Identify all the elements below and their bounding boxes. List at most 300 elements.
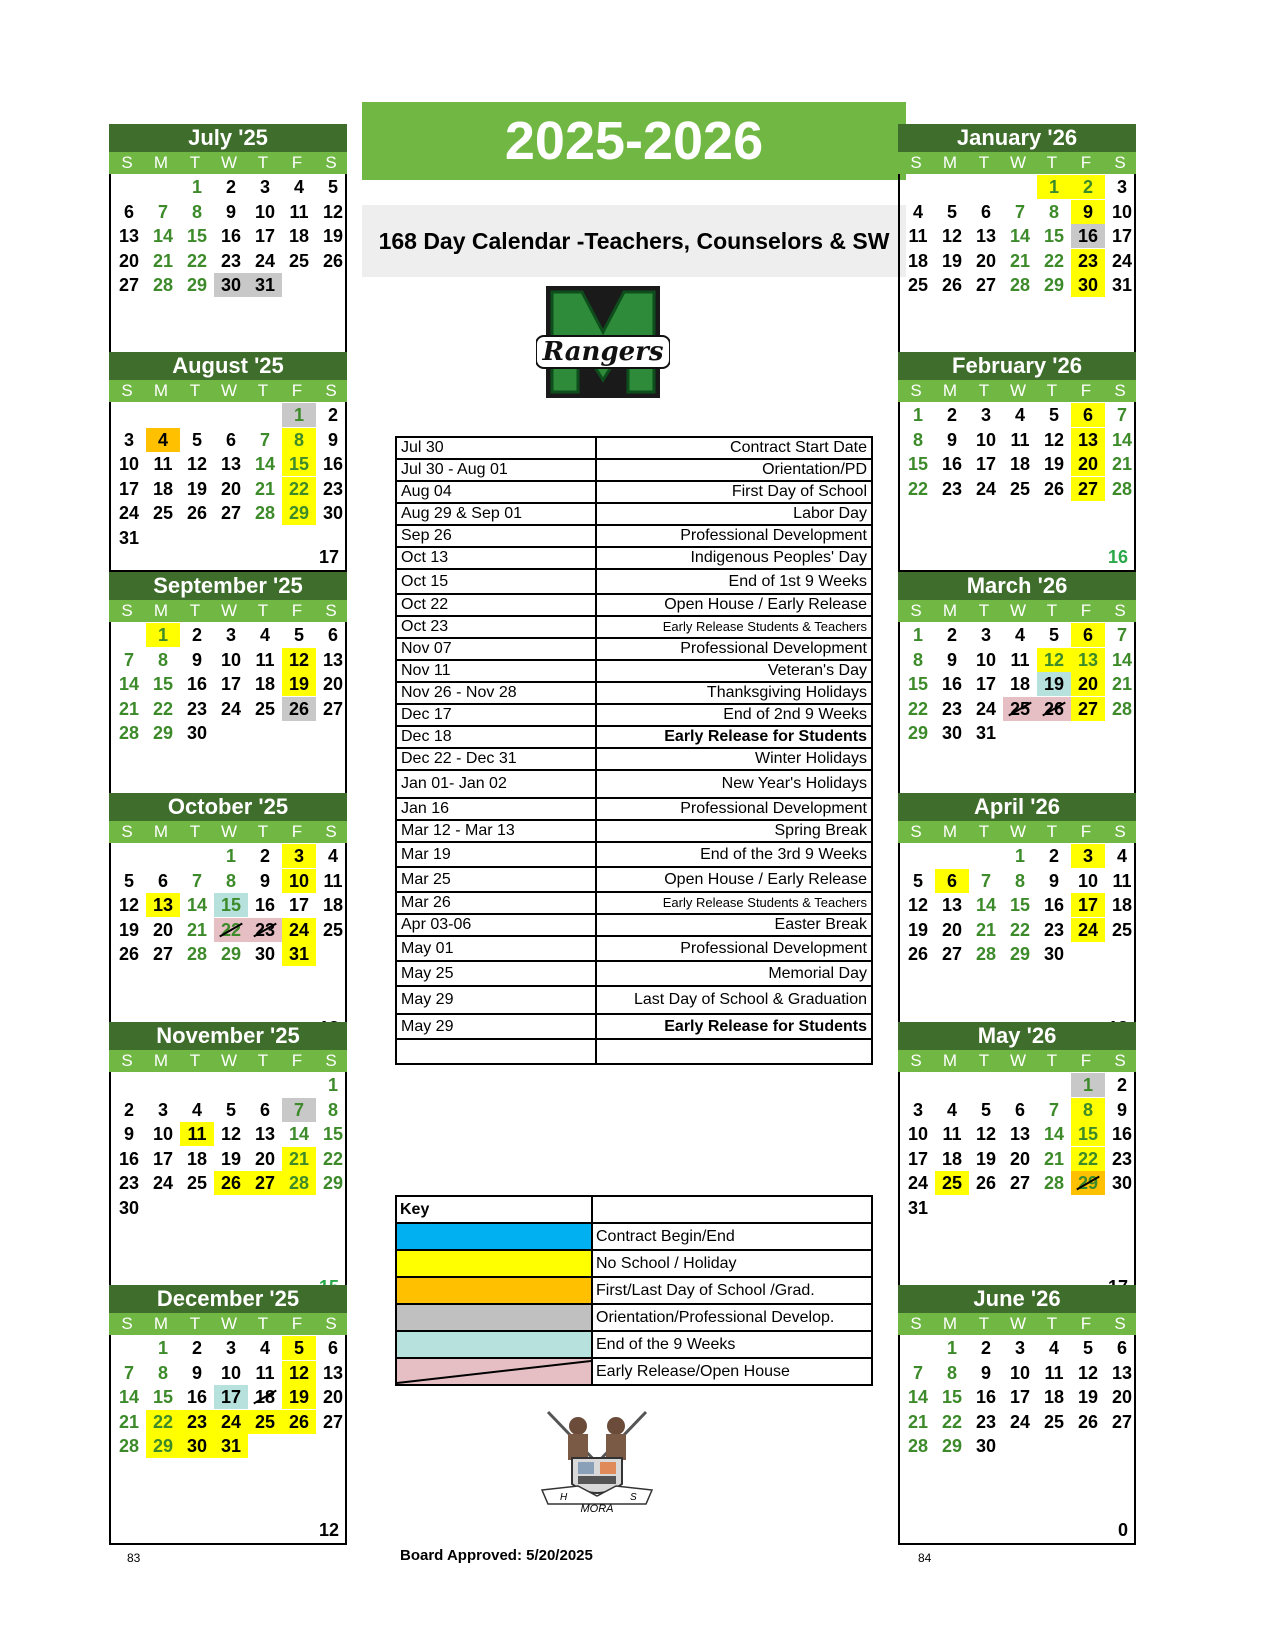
calendar-day: 25 bbox=[288, 250, 310, 271]
calendar-day: 6 bbox=[157, 870, 168, 891]
event-date: Dec 22 - Dec 31 bbox=[396, 748, 596, 770]
month-title: April '26 bbox=[898, 793, 1136, 821]
calendar-day: 16 bbox=[186, 1387, 208, 1407]
event-row bbox=[396, 503, 872, 525]
weekday-header bbox=[898, 152, 1136, 174]
calendar-day: 12 bbox=[322, 201, 344, 222]
calendar-day: 29 bbox=[907, 723, 929, 743]
calendar-day: 18 bbox=[1009, 674, 1031, 694]
page-number-left: 83 bbox=[127, 1551, 141, 1565]
calendar-day: 23 bbox=[1111, 1148, 1133, 1169]
weekday-label: S bbox=[121, 822, 133, 841]
calendar-day: 29 bbox=[146, 1434, 180, 1458]
calendar-day: 26 bbox=[1043, 478, 1065, 499]
calendar-day: 24 bbox=[282, 918, 316, 942]
calendar-day: 21 bbox=[907, 1411, 929, 1432]
calendar-day: 14 bbox=[1111, 429, 1133, 450]
calendar-day: 8 bbox=[157, 1362, 168, 1383]
calendar-day: 30 bbox=[322, 503, 344, 523]
calendar-day: 14 bbox=[254, 454, 276, 474]
calendar-day: 26 bbox=[1037, 697, 1071, 721]
event-row bbox=[396, 682, 872, 704]
calendar-day: 24 bbox=[152, 1173, 174, 1193]
calendar-day: 20 bbox=[975, 250, 997, 271]
event-row bbox=[396, 594, 872, 616]
event-row bbox=[396, 936, 872, 961]
event-description: Early Release for Students bbox=[596, 726, 872, 748]
calendar-day: 31 bbox=[282, 942, 316, 966]
weekday-label: F bbox=[1080, 381, 1092, 400]
event-date: Sep 26 bbox=[396, 525, 596, 547]
calendar-day: 3 bbox=[1116, 177, 1127, 197]
calendar-day: 5 bbox=[1082, 1338, 1093, 1358]
calendar-day: 9 bbox=[259, 870, 270, 891]
calendar-day: 22 bbox=[282, 477, 316, 501]
calendar-day: 25 bbox=[152, 503, 174, 523]
weekday-label: M bbox=[942, 381, 958, 400]
event-row bbox=[396, 961, 872, 986]
calendar-day: 30 bbox=[1071, 273, 1105, 297]
calendar-day: 13 bbox=[1071, 428, 1105, 452]
key-label: Contract Begin/End bbox=[592, 1223, 872, 1250]
calendar-day: 2 bbox=[191, 1338, 202, 1358]
calendar-day: 1 bbox=[1037, 175, 1071, 199]
weekday-header bbox=[898, 380, 1136, 402]
calendar-day: 11 bbox=[255, 1362, 275, 1383]
weekday-label: S bbox=[121, 381, 133, 400]
calendar-day: 3 bbox=[980, 625, 991, 645]
calendar-day: 26 bbox=[214, 1171, 248, 1195]
weekday-header bbox=[109, 821, 347, 843]
key-label: Early Release/Open House bbox=[592, 1358, 872, 1385]
event-date: Oct 23 bbox=[396, 616, 596, 638]
calendar-day: 24 bbox=[975, 478, 997, 499]
weekday-label: S bbox=[1114, 1314, 1126, 1333]
calendar-day: 3 bbox=[282, 844, 316, 868]
event-row bbox=[396, 1039, 872, 1064]
calendar-day: 12 bbox=[1043, 429, 1065, 450]
calendar-day: 6 bbox=[1014, 1099, 1025, 1120]
weekday-label: S bbox=[325, 1051, 337, 1070]
event-description: First Day of School bbox=[596, 481, 872, 503]
calendar-day: 12 bbox=[941, 226, 963, 246]
calendar-day: 4 bbox=[293, 177, 304, 197]
month-calendar bbox=[898, 1285, 1136, 1545]
calendar-day: 16 bbox=[322, 454, 344, 474]
event-row bbox=[396, 770, 872, 798]
calendar-day: 8 bbox=[327, 1099, 338, 1120]
calendar-day: 18 bbox=[941, 1148, 963, 1169]
month-day-count: 0 bbox=[1117, 1520, 1128, 1540]
crest-letter-h: H bbox=[560, 1492, 568, 1503]
calendar-day: 25 bbox=[1009, 478, 1031, 499]
calendar-day: 18 bbox=[254, 674, 276, 694]
calendar-day: 12 bbox=[907, 895, 929, 915]
calendar-day: 19 bbox=[1043, 454, 1065, 474]
calendar-day: 27 bbox=[322, 1411, 344, 1432]
event-description: Open House / Early Release bbox=[596, 594, 872, 616]
calendar-day: 8 bbox=[1014, 870, 1025, 891]
calendar-day: 7 bbox=[1116, 405, 1127, 425]
weekday-label: M bbox=[153, 1314, 169, 1333]
calendar-subtitle: 168 Day Calendar -Teachers, Counselors & SW bbox=[362, 205, 906, 277]
event-date: May 01 bbox=[396, 936, 596, 961]
calendar-day: 25 bbox=[186, 1173, 208, 1193]
calendar-day: 17 bbox=[1009, 1387, 1031, 1407]
calendar-day: 11 bbox=[180, 1122, 214, 1146]
board-approved-note: Board Approved: 5/20/2025 bbox=[400, 1547, 593, 1564]
weekday-label: M bbox=[942, 1051, 958, 1070]
event-description: Thanksgiving Holidays bbox=[596, 682, 872, 704]
calendar-day: 24 bbox=[975, 698, 997, 719]
calendar-day: 2 bbox=[980, 1338, 991, 1358]
calendar-day: 3 bbox=[1014, 1338, 1025, 1358]
calendar-day: 15 bbox=[322, 1124, 344, 1144]
weekday-label: S bbox=[910, 1051, 922, 1070]
calendar-day: 23 bbox=[186, 698, 208, 719]
calendar-day: 20 bbox=[1071, 452, 1105, 476]
event-description: Veteran's Day bbox=[596, 660, 872, 682]
calendar-day: 15 bbox=[282, 452, 316, 476]
key-row bbox=[396, 1358, 872, 1385]
calendar-day: 13 bbox=[322, 649, 344, 670]
calendar-day: 15 bbox=[1071, 1122, 1105, 1146]
event-description bbox=[596, 1039, 872, 1064]
key-color-swatch bbox=[396, 1331, 592, 1358]
calendar-day: 10 bbox=[220, 649, 242, 670]
calendar-day: 12 bbox=[282, 1361, 316, 1385]
event-row bbox=[396, 437, 872, 459]
weekday-label: M bbox=[153, 601, 169, 620]
page-number-right: 84 bbox=[918, 1551, 932, 1565]
calendar-day: 13 bbox=[975, 226, 997, 246]
calendar-day: 24 bbox=[1009, 1411, 1031, 1432]
calendar-day: 9 bbox=[327, 429, 338, 450]
calendar-day: 26 bbox=[975, 1173, 997, 1193]
calendar-day: 4 bbox=[191, 1099, 202, 1120]
calendar-day: 28 bbox=[118, 1436, 140, 1456]
event-description: Easter Break bbox=[596, 914, 872, 936]
weekday-label: M bbox=[942, 153, 958, 172]
calendar-day: 1 bbox=[146, 623, 180, 647]
month-title: January '26 bbox=[898, 124, 1136, 152]
calendar-day: 15 bbox=[152, 1387, 174, 1407]
weekday-label: T bbox=[978, 153, 990, 172]
calendar-day: 1 bbox=[912, 405, 923, 425]
calendar-day: 28 bbox=[1111, 698, 1133, 719]
calendar-day: 13 bbox=[941, 895, 963, 915]
month-title: November '25 bbox=[109, 1022, 347, 1050]
day-grid bbox=[898, 1072, 1136, 1302]
calendar-day: 22 bbox=[941, 1411, 963, 1432]
event-row bbox=[396, 616, 872, 638]
month-calendar bbox=[898, 124, 1136, 379]
calendar-day: 10 bbox=[1009, 1362, 1031, 1383]
calendar-day: 10 bbox=[220, 1362, 242, 1383]
calendar-day: 11 bbox=[323, 870, 343, 891]
calendar-day: 3 bbox=[157, 1099, 168, 1120]
event-date: Mar 19 bbox=[396, 842, 596, 867]
weekday-label: F bbox=[1080, 1314, 1092, 1333]
calendar-day: 8 bbox=[912, 649, 923, 670]
calendar-day: 10 bbox=[975, 649, 997, 670]
calendar-day: 12 bbox=[975, 1124, 997, 1144]
calendar-day: 28 bbox=[907, 1436, 929, 1456]
calendar-day: 3 bbox=[980, 405, 991, 425]
crest-letter-s: S bbox=[630, 1492, 637, 1503]
calendar-day: 6 bbox=[1116, 1338, 1127, 1358]
calendar-day: 2 bbox=[327, 405, 338, 425]
weekday-label: T bbox=[1046, 1314, 1058, 1333]
weekday-label: W bbox=[1009, 381, 1027, 400]
calendar-day: 26 bbox=[186, 503, 208, 523]
calendar-day: 16 bbox=[186, 674, 208, 694]
calendar-day: 22 bbox=[146, 1410, 180, 1434]
key-color-swatch bbox=[396, 1250, 592, 1277]
calendar-day: 14 bbox=[1009, 226, 1031, 246]
calendar-day: 26 bbox=[1077, 1411, 1099, 1432]
weekday-label: M bbox=[153, 1051, 169, 1070]
calendar-day: 9 bbox=[946, 649, 957, 670]
weekday-label: W bbox=[220, 822, 238, 841]
calendar-day: 16 bbox=[254, 895, 276, 915]
weekday-label: F bbox=[291, 1051, 303, 1070]
calendar-day: 29 bbox=[941, 1436, 963, 1456]
month-title: February '26 bbox=[898, 352, 1136, 380]
event-date: Dec 18 bbox=[396, 726, 596, 748]
weekday-label: F bbox=[1080, 601, 1092, 620]
calendar-day: 12 bbox=[220, 1124, 242, 1144]
event-description: Early Release for Students bbox=[596, 1014, 872, 1039]
weekday-label: T bbox=[189, 1314, 201, 1333]
calendar-day: 6 bbox=[225, 429, 236, 450]
weekday-header bbox=[109, 1313, 347, 1335]
event-description: Early Release Students & Teachers bbox=[596, 892, 872, 914]
calendar-day: 16 bbox=[975, 1387, 997, 1407]
calendar-day: 29 bbox=[1009, 944, 1031, 964]
event-row bbox=[396, 704, 872, 726]
calendar-day: 27 bbox=[1111, 1411, 1133, 1432]
calendar-day: 8 bbox=[225, 870, 236, 891]
event-row bbox=[396, 638, 872, 660]
weekday-label: S bbox=[325, 822, 337, 841]
day-grid bbox=[109, 622, 347, 817]
calendar-day: 31 bbox=[118, 527, 140, 548]
calendar-day: 23 bbox=[1071, 249, 1105, 273]
day-grid bbox=[109, 174, 347, 379]
calendar-day: 6 bbox=[327, 1338, 338, 1358]
weekday-label: T bbox=[1046, 153, 1058, 172]
weekday-label: T bbox=[1046, 1051, 1058, 1070]
calendar-day: 7 bbox=[191, 870, 202, 891]
calendar-day: 13 bbox=[1111, 1362, 1133, 1383]
calendar-day: 26 bbox=[907, 944, 929, 964]
event-description: Indigenous Peoples' Day bbox=[596, 547, 872, 569]
key-label: No School / Holiday bbox=[592, 1250, 872, 1277]
calendar-day: 5 bbox=[1048, 625, 1059, 645]
calendar-day: 26 bbox=[282, 1410, 316, 1434]
calendar-day: 9 bbox=[1071, 200, 1105, 224]
weekday-label: S bbox=[1114, 153, 1126, 172]
key-label: First/Last Day of School /Grad. bbox=[592, 1277, 872, 1304]
calendar-day: 1 bbox=[946, 1338, 957, 1358]
calendar-day: 13 bbox=[118, 226, 140, 246]
key-color-swatch bbox=[396, 1277, 592, 1304]
event-description: New Year's Holidays bbox=[596, 770, 872, 798]
day-grid bbox=[898, 402, 1136, 572]
calendar-day: 15 bbox=[1009, 895, 1031, 915]
calendar-day: 7 bbox=[1116, 625, 1127, 645]
calendar-day: 6 bbox=[980, 201, 991, 222]
calendar-day: 1 bbox=[225, 846, 236, 866]
calendar-day: 27 bbox=[248, 1171, 282, 1195]
key-header-blank bbox=[592, 1196, 872, 1223]
key-row bbox=[396, 1331, 872, 1358]
calendar-day: 6 bbox=[1071, 623, 1105, 647]
weekday-label: T bbox=[1046, 601, 1058, 620]
calendar-day: 29 bbox=[1071, 1171, 1105, 1195]
calendar-day: 15 bbox=[214, 893, 248, 917]
calendar-day: 19 bbox=[282, 1385, 316, 1409]
month-day-count: 16 bbox=[1107, 547, 1128, 567]
event-date: Jul 30 - Aug 01 bbox=[396, 459, 596, 481]
calendar-day: 29 bbox=[186, 275, 208, 295]
weekday-label: W bbox=[220, 381, 238, 400]
calendar-day: 30 bbox=[254, 944, 276, 964]
month-calendar bbox=[898, 793, 1136, 1043]
calendar-day: 8 bbox=[1071, 1098, 1105, 1122]
event-row bbox=[396, 547, 872, 569]
calendar-day: 17 bbox=[118, 478, 140, 499]
calendar-day: 15 bbox=[1043, 226, 1065, 246]
calendar-day: 20 bbox=[322, 674, 344, 694]
calendar-day: 27 bbox=[1071, 477, 1105, 501]
calendar-day: 28 bbox=[118, 723, 140, 743]
weekday-label: F bbox=[291, 381, 303, 400]
logo-wordmark: Rangers bbox=[542, 337, 664, 367]
calendar-day: 9 bbox=[123, 1124, 134, 1144]
calendar-day: 19 bbox=[907, 919, 929, 940]
weekday-label: S bbox=[121, 153, 133, 172]
calendar-day: 10 bbox=[975, 429, 997, 450]
calendar-day: 17 bbox=[288, 895, 310, 915]
calendar-day: 18 bbox=[1111, 895, 1133, 915]
calendar-day: 7 bbox=[123, 649, 134, 670]
calendar-day: 13 bbox=[1071, 648, 1105, 672]
calendar-day: 1 bbox=[1014, 846, 1025, 866]
calendar-day: 7 bbox=[1048, 1099, 1059, 1120]
weekday-label: M bbox=[942, 601, 958, 620]
month-title: August '25 bbox=[109, 352, 347, 380]
calendar-day: 4 bbox=[1048, 1338, 1059, 1358]
calendar-day: 28 bbox=[975, 944, 997, 964]
weekday-label: W bbox=[1009, 822, 1027, 841]
calendar-day: 11 bbox=[1010, 429, 1030, 450]
calendar-day: 21 bbox=[282, 1147, 316, 1171]
calendar-day: 26 bbox=[941, 275, 963, 295]
calendar-day: 7 bbox=[157, 201, 168, 222]
key-label: End of the 9 Weeks bbox=[592, 1331, 872, 1358]
calendar-day: 31 bbox=[214, 1434, 248, 1458]
calendar-day: 20 bbox=[322, 1387, 344, 1407]
weekday-label: T bbox=[978, 1051, 990, 1070]
event-row bbox=[396, 798, 872, 820]
calendar-day: 8 bbox=[912, 429, 923, 450]
calendar-day: 25 bbox=[907, 275, 929, 295]
calendar-day: 25 bbox=[1111, 919, 1133, 940]
calendar-day: 15 bbox=[152, 674, 174, 694]
calendar-day: 16 bbox=[220, 226, 242, 246]
calendar-day: 7 bbox=[282, 1098, 316, 1122]
month-day-count: 17 bbox=[318, 547, 339, 567]
day-grid bbox=[109, 402, 347, 572]
calendar-day: 19 bbox=[118, 919, 140, 940]
weekday-header bbox=[898, 1050, 1136, 1072]
calendar-day: 29 bbox=[1043, 275, 1065, 295]
weekday-label: W bbox=[1009, 1051, 1027, 1070]
month-title: July '25 bbox=[109, 124, 347, 152]
calendar-day: 23 bbox=[1043, 919, 1065, 940]
calendar-day: 11 bbox=[1112, 870, 1132, 891]
calendar-day: 23 bbox=[322, 478, 344, 499]
event-description: End of 1st 9 Weeks bbox=[596, 569, 872, 594]
event-description: Professional Development bbox=[596, 936, 872, 961]
calendar-day: 8 bbox=[157, 649, 168, 670]
event-date: May 29 bbox=[396, 1014, 596, 1039]
calendar-day: 27 bbox=[975, 275, 997, 295]
calendar-day: 21 bbox=[118, 1411, 140, 1432]
calendar-day: 3 bbox=[225, 625, 236, 645]
event-row bbox=[396, 525, 872, 547]
event-row bbox=[396, 867, 872, 892]
rangers-m-logo bbox=[536, 284, 670, 402]
weekday-label: S bbox=[121, 1051, 133, 1070]
event-row bbox=[396, 820, 872, 842]
calendar-day: 8 bbox=[1048, 201, 1059, 222]
calendar-day: 17 bbox=[152, 1148, 174, 1169]
calendar-day: 10 bbox=[282, 869, 316, 893]
calendar-day: 14 bbox=[907, 1387, 929, 1407]
calendar-day: 11 bbox=[942, 1124, 962, 1144]
calendar-day: 30 bbox=[214, 273, 248, 297]
calendar-day: 28 bbox=[1111, 478, 1133, 499]
event-date: Jan 16 bbox=[396, 798, 596, 820]
calendar-day: 10 bbox=[254, 201, 276, 222]
calendar-day: 18 bbox=[152, 478, 174, 499]
calendar-day: 30 bbox=[941, 723, 963, 743]
calendar-day: 31 bbox=[907, 1197, 929, 1218]
weekday-label: T bbox=[257, 381, 269, 400]
calendar-day: 21 bbox=[1111, 454, 1133, 474]
calendar-day: 25 bbox=[254, 698, 276, 719]
calendar-day: 25 bbox=[322, 919, 344, 940]
slash-mark bbox=[397, 1359, 591, 1384]
calendar-day: 2 bbox=[123, 1099, 134, 1120]
month-title: March '26 bbox=[898, 572, 1136, 600]
calendar-day: 2 bbox=[946, 625, 957, 645]
calendar-day: 28 bbox=[254, 503, 276, 523]
calendar-day: 15 bbox=[907, 454, 929, 474]
calendar-day: 15 bbox=[186, 226, 208, 246]
calendar-day: 29 bbox=[220, 944, 242, 964]
calendar-day: 29 bbox=[282, 501, 316, 525]
calendar-day: 4 bbox=[327, 846, 338, 866]
weekday-label: S bbox=[325, 601, 337, 620]
event-description: Open House / Early Release bbox=[596, 867, 872, 892]
calendar-day: 24 bbox=[254, 250, 276, 271]
calendar-day: 27 bbox=[118, 275, 140, 295]
calendar-day: 22 bbox=[1043, 250, 1065, 271]
